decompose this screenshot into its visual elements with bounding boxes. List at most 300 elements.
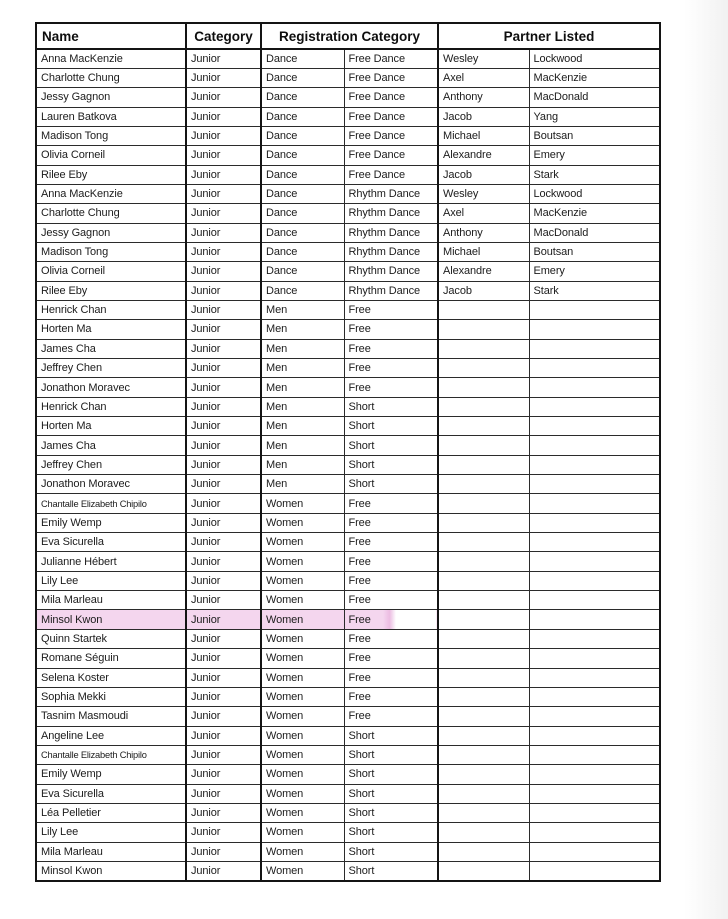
cell-partner-last xyxy=(529,320,660,339)
cell-partner-first: Axel xyxy=(438,68,529,87)
cell-reg1: Men xyxy=(261,436,344,455)
cell-reg1: Dance xyxy=(261,223,344,242)
table-row xyxy=(36,436,660,455)
cell-name: Horten Ma xyxy=(36,417,186,436)
cell-partner-first xyxy=(438,378,529,397)
cell-partner-first: Anthony xyxy=(438,223,529,242)
cell-partner-first xyxy=(438,649,529,668)
cell-reg1: Women xyxy=(261,571,344,590)
cell-reg2: Short xyxy=(344,765,438,784)
cell-reg1: Women xyxy=(261,687,344,706)
cell-category: Junior xyxy=(186,629,261,648)
cell-partner-last: MacKenzie xyxy=(529,68,660,87)
header-partner-listed: Partner Listed xyxy=(438,23,660,49)
cell-reg2: Short xyxy=(344,861,438,880)
cell-partner-first xyxy=(438,687,529,706)
cell-category: Junior xyxy=(186,320,261,339)
cell-name: Minsol Kwon xyxy=(36,861,186,880)
cell-category: Junior xyxy=(186,707,261,726)
cell-reg2: Free xyxy=(344,687,438,706)
cell-reg2: Free xyxy=(344,320,438,339)
cell-partner-last xyxy=(529,378,660,397)
cell-category: Junior xyxy=(186,803,261,822)
table-row xyxy=(36,378,660,397)
header-category: Category xyxy=(186,23,261,49)
cell-category: Junior xyxy=(186,223,261,242)
cell-reg2: Short xyxy=(344,842,438,861)
cell-partner-first xyxy=(438,571,529,590)
cell-category: Junior xyxy=(186,436,261,455)
cell-partner-first: Wesley xyxy=(438,49,529,68)
cell-reg2: Short xyxy=(344,455,438,474)
table-row xyxy=(36,320,660,339)
cell-name: Rilee Eby xyxy=(36,281,186,300)
cell-name: Olivia Corneil xyxy=(36,146,186,165)
cell-reg2: Short xyxy=(344,823,438,842)
cell-name: Charlotte Chung xyxy=(36,204,186,223)
cell-partner-first xyxy=(438,784,529,803)
cell-partner-last xyxy=(529,861,660,880)
table-row xyxy=(36,146,660,165)
cell-partner-first: Michael xyxy=(438,242,529,261)
cell-partner-last xyxy=(529,726,660,745)
table-row xyxy=(36,184,660,203)
cell-name: Sophia Mekki xyxy=(36,687,186,706)
table-row xyxy=(36,68,660,87)
cell-partner-first xyxy=(438,726,529,745)
cell-reg2: Short xyxy=(344,397,438,416)
cell-partner-last xyxy=(529,533,660,552)
cell-partner-last xyxy=(529,784,660,803)
cell-name: Angeline Lee xyxy=(36,726,186,745)
cell-reg2: Free Dance xyxy=(344,49,438,68)
cell-reg2: Short xyxy=(344,784,438,803)
cell-reg1: Women xyxy=(261,745,344,764)
cell-partner-first: Michael xyxy=(438,126,529,145)
cell-reg2: Free Dance xyxy=(344,68,438,87)
cell-reg2: Free xyxy=(344,359,438,378)
cell-name: James Cha xyxy=(36,436,186,455)
table-row xyxy=(36,668,660,687)
cell-category: Junior xyxy=(186,494,261,513)
cell-partner-last: Emery xyxy=(529,146,660,165)
cell-partner-first xyxy=(438,475,529,494)
cell-partner-last xyxy=(529,397,660,416)
table-row xyxy=(36,765,660,784)
cell-reg2: Rhythm Dance xyxy=(344,184,438,203)
cell-partner-first xyxy=(438,339,529,358)
cell-partner-first xyxy=(438,629,529,648)
cell-name: Olivia Corneil xyxy=(36,262,186,281)
cell-reg2: Free Dance xyxy=(344,126,438,145)
cell-name: Lily Lee xyxy=(36,571,186,590)
cell-reg2: Free xyxy=(344,513,438,532)
cell-name: Jonathon Moravec xyxy=(36,475,186,494)
cell-partner-first xyxy=(438,823,529,842)
cell-name: Emily Wemp xyxy=(36,765,186,784)
cell-name: Anna MacKenzie xyxy=(36,49,186,68)
cell-name: Jeffrey Chen xyxy=(36,359,186,378)
cell-partner-last xyxy=(529,591,660,610)
cell-reg1: Women xyxy=(261,649,344,668)
cell-name: Eva Sicurella xyxy=(36,784,186,803)
cell-category: Junior xyxy=(186,784,261,803)
cell-reg1: Women xyxy=(261,784,344,803)
table-row xyxy=(36,455,660,474)
cell-reg1: Women xyxy=(261,803,344,822)
cell-partner-last: MacDonald xyxy=(529,223,660,242)
cell-category: Junior xyxy=(186,146,261,165)
cell-reg1: Men xyxy=(261,378,344,397)
table-row xyxy=(36,107,660,126)
cell-reg2: Free Dance xyxy=(344,165,438,184)
table-row xyxy=(36,494,660,513)
cell-reg2: Short xyxy=(344,436,438,455)
cell-partner-last xyxy=(529,745,660,764)
cell-category: Junior xyxy=(186,533,261,552)
cell-category: Junior xyxy=(186,649,261,668)
cell-partner-last: Lockwood xyxy=(529,49,660,68)
cell-partner-last xyxy=(529,803,660,822)
cell-name: James Cha xyxy=(36,339,186,358)
cell-category: Junior xyxy=(186,610,261,629)
cell-reg1: Dance xyxy=(261,262,344,281)
cell-reg2: Free xyxy=(344,629,438,648)
cell-partner-first: Jacob xyxy=(438,107,529,126)
cell-name: Minsol Kwon xyxy=(36,610,186,629)
cell-partner-last: MacDonald xyxy=(529,88,660,107)
table-row xyxy=(36,784,660,803)
cell-category: Junior xyxy=(186,455,261,474)
cell-reg1: Men xyxy=(261,417,344,436)
table-row xyxy=(36,339,660,358)
table-row xyxy=(36,687,660,706)
cell-name: Chantalle Elizabeth Chipilo xyxy=(36,494,186,513)
cell-partner-last xyxy=(529,513,660,532)
cell-reg2: Short xyxy=(344,475,438,494)
cell-partner-first: Anthony xyxy=(438,88,529,107)
cell-category: Junior xyxy=(186,184,261,203)
cell-category: Junior xyxy=(186,861,261,880)
cell-reg1: Dance xyxy=(261,126,344,145)
cell-category: Junior xyxy=(186,397,261,416)
cell-reg1: Dance xyxy=(261,242,344,261)
cell-partner-first xyxy=(438,765,529,784)
cell-reg2: Free Dance xyxy=(344,146,438,165)
header-name: Name xyxy=(36,23,186,49)
registration-table xyxy=(35,22,661,882)
cell-partner-first xyxy=(438,494,529,513)
cell-name: Chantalle Elizabeth Chipilo xyxy=(36,745,186,764)
cell-reg2: Rhythm Dance xyxy=(344,262,438,281)
cell-partner-last xyxy=(529,707,660,726)
table-row xyxy=(36,49,660,68)
cell-partner-first xyxy=(438,300,529,319)
cell-category: Junior xyxy=(186,359,261,378)
cell-partner-first xyxy=(438,861,529,880)
cell-category: Junior xyxy=(186,107,261,126)
cell-partner-last: Yang xyxy=(529,107,660,126)
cell-reg1: Dance xyxy=(261,281,344,300)
cell-name: Lauren Batkova xyxy=(36,107,186,126)
cell-reg2: Free xyxy=(344,339,438,358)
cell-partner-last xyxy=(529,359,660,378)
table-row xyxy=(36,610,660,629)
cell-reg1: Dance xyxy=(261,49,344,68)
cell-category: Junior xyxy=(186,745,261,764)
cell-category: Junior xyxy=(186,68,261,87)
cell-category: Junior xyxy=(186,165,261,184)
cell-name: Madison Tong xyxy=(36,242,186,261)
cell-reg1: Men xyxy=(261,359,344,378)
cell-partner-last xyxy=(529,842,660,861)
cell-partner-first: Jacob xyxy=(438,281,529,300)
cell-reg2: Free xyxy=(344,552,438,571)
cell-name: Rilee Eby xyxy=(36,165,186,184)
cell-partner-first xyxy=(438,842,529,861)
cell-name: Selena Koster xyxy=(36,668,186,687)
cell-reg2: Rhythm Dance xyxy=(344,223,438,242)
cell-reg1: Women xyxy=(261,629,344,648)
cell-category: Junior xyxy=(186,823,261,842)
cell-reg1: Dance xyxy=(261,146,344,165)
cell-partner-last xyxy=(529,571,660,590)
cell-partner-last: Boutsan xyxy=(529,126,660,145)
cell-name: Jessy Gagnon xyxy=(36,223,186,242)
cell-partner-first xyxy=(438,803,529,822)
cell-partner-first xyxy=(438,436,529,455)
cell-partner-last xyxy=(529,475,660,494)
table-row xyxy=(36,88,660,107)
cell-category: Junior xyxy=(186,339,261,358)
cell-partner-last: Emery xyxy=(529,262,660,281)
table-row xyxy=(36,861,660,880)
cell-category: Junior xyxy=(186,571,261,590)
cell-reg1: Women xyxy=(261,707,344,726)
table-row xyxy=(36,533,660,552)
cell-partner-last xyxy=(529,436,660,455)
cell-partner-last: Stark xyxy=(529,165,660,184)
cell-partner-first xyxy=(438,707,529,726)
cell-reg1: Men xyxy=(261,455,344,474)
cell-reg1: Dance xyxy=(261,107,344,126)
cell-name: Emily Wemp xyxy=(36,513,186,532)
cell-name: Julianne Hébert xyxy=(36,552,186,571)
cell-name: Jeffrey Chen xyxy=(36,455,186,474)
cell-reg1: Men xyxy=(261,397,344,416)
cell-category: Junior xyxy=(186,262,261,281)
cell-partner-last: Lockwood xyxy=(529,184,660,203)
cell-partner-last xyxy=(529,300,660,319)
cell-reg1: Men xyxy=(261,339,344,358)
cell-name: Jessy Gagnon xyxy=(36,88,186,107)
cell-category: Junior xyxy=(186,417,261,436)
table-row xyxy=(36,475,660,494)
table-row xyxy=(36,126,660,145)
cell-partner-first xyxy=(438,533,529,552)
cell-reg1: Women xyxy=(261,494,344,513)
cell-reg1: Women xyxy=(261,668,344,687)
cell-partner-first xyxy=(438,745,529,764)
cell-partner-last xyxy=(529,494,660,513)
table-row xyxy=(36,726,660,745)
cell-reg2: Short xyxy=(344,745,438,764)
cell-reg2: Free Dance xyxy=(344,88,438,107)
table-row xyxy=(36,204,660,223)
table-row xyxy=(36,745,660,764)
cell-category: Junior xyxy=(186,668,261,687)
cell-partner-last xyxy=(529,649,660,668)
cell-category: Junior xyxy=(186,475,261,494)
cell-reg2: Free xyxy=(344,571,438,590)
table-row xyxy=(36,242,660,261)
cell-name: Mila Marleau xyxy=(36,591,186,610)
cell-reg1: Women xyxy=(261,533,344,552)
cell-category: Junior xyxy=(186,513,261,532)
cell-reg2: Free xyxy=(344,300,438,319)
cell-reg1: Dance xyxy=(261,165,344,184)
cell-reg1: Dance xyxy=(261,184,344,203)
table-row xyxy=(36,281,660,300)
cell-partner-last xyxy=(529,417,660,436)
cell-partner-first xyxy=(438,397,529,416)
cell-reg2: Short xyxy=(344,803,438,822)
table-row xyxy=(36,513,660,532)
cell-partner-first xyxy=(438,610,529,629)
cell-reg1: Men xyxy=(261,320,344,339)
cell-reg2: Short xyxy=(344,726,438,745)
cell-partner-last xyxy=(529,629,660,648)
cell-name: Mila Marleau xyxy=(36,842,186,861)
cell-partner-last: MacKenzie xyxy=(529,204,660,223)
cell-name: Lily Lee xyxy=(36,823,186,842)
cell-partner-last xyxy=(529,668,660,687)
table-row xyxy=(36,842,660,861)
cell-reg1: Dance xyxy=(261,204,344,223)
cell-partner-first: Jacob xyxy=(438,165,529,184)
cell-reg1: Women xyxy=(261,842,344,861)
cell-partner-first xyxy=(438,591,529,610)
cell-reg2: Free xyxy=(344,378,438,397)
cell-category: Junior xyxy=(186,726,261,745)
cell-name: Horten Ma xyxy=(36,320,186,339)
cell-category: Junior xyxy=(186,88,261,107)
table-row xyxy=(36,803,660,822)
table-row xyxy=(36,571,660,590)
cell-reg1: Women xyxy=(261,765,344,784)
cell-partner-first xyxy=(438,417,529,436)
cell-partner-last xyxy=(529,765,660,784)
cell-name: Henrick Chan xyxy=(36,397,186,416)
cell-partner-last xyxy=(529,687,660,706)
cell-name: Anna MacKenzie xyxy=(36,184,186,203)
cell-category: Junior xyxy=(186,842,261,861)
cell-partner-first: Axel xyxy=(438,204,529,223)
cell-reg1: Men xyxy=(261,300,344,319)
cell-partner-last: Stark xyxy=(529,281,660,300)
cell-category: Junior xyxy=(186,281,261,300)
cell-reg1: Women xyxy=(261,861,344,880)
cell-reg2: Free xyxy=(344,668,438,687)
table-row xyxy=(36,629,660,648)
cell-partner-last xyxy=(529,610,660,629)
cell-reg2: Free xyxy=(344,494,438,513)
cell-category: Junior xyxy=(186,49,261,68)
cell-reg2: Free xyxy=(344,591,438,610)
cell-name: Eva Sicurella xyxy=(36,533,186,552)
cell-partner-last xyxy=(529,823,660,842)
cell-reg2: Free xyxy=(344,533,438,552)
cell-partner-first xyxy=(438,668,529,687)
cell-reg2: Free xyxy=(344,707,438,726)
table-row xyxy=(36,397,660,416)
cell-reg1: Women xyxy=(261,552,344,571)
cell-partner-first: Alexandre xyxy=(438,262,529,281)
table-row xyxy=(36,300,660,319)
cell-category: Junior xyxy=(186,126,261,145)
table-row xyxy=(36,417,660,436)
cell-reg1: Women xyxy=(261,513,344,532)
cell-reg2: Free xyxy=(344,610,438,629)
table-body xyxy=(36,49,660,881)
cell-category: Junior xyxy=(186,765,261,784)
cell-reg1: Women xyxy=(261,726,344,745)
cell-reg2: Rhythm Dance xyxy=(344,242,438,261)
cell-name: Romane Séguin xyxy=(36,649,186,668)
table-row xyxy=(36,707,660,726)
cell-name: Charlotte Chung xyxy=(36,68,186,87)
cell-reg1: Dance xyxy=(261,88,344,107)
cell-partner-first xyxy=(438,513,529,532)
table-header-row xyxy=(36,23,660,49)
cell-category: Junior xyxy=(186,591,261,610)
cell-reg2: Short xyxy=(344,417,438,436)
cell-partner-first: Wesley xyxy=(438,184,529,203)
cell-partner-last xyxy=(529,455,660,474)
cell-reg2: Rhythm Dance xyxy=(344,204,438,223)
cell-reg2: Free xyxy=(344,649,438,668)
cell-partner-last: Boutsan xyxy=(529,242,660,261)
cell-reg1: Women xyxy=(261,610,344,629)
table-row xyxy=(36,649,660,668)
cell-name: Jonathon Moravec xyxy=(36,378,186,397)
cell-category: Junior xyxy=(186,242,261,261)
cell-reg2: Free Dance xyxy=(344,107,438,126)
cell-partner-first xyxy=(438,320,529,339)
cell-name: Quinn Startek xyxy=(36,629,186,648)
cell-partner-first xyxy=(438,359,529,378)
cell-category: Junior xyxy=(186,204,261,223)
cell-name: Henrick Chan xyxy=(36,300,186,319)
cell-category: Junior xyxy=(186,378,261,397)
table-row xyxy=(36,262,660,281)
table-row xyxy=(36,165,660,184)
table-row xyxy=(36,823,660,842)
cell-reg2: Rhythm Dance xyxy=(344,281,438,300)
cell-reg1: Dance xyxy=(261,68,344,87)
cell-partner-first xyxy=(438,552,529,571)
cell-name: Léa Pelletier xyxy=(36,803,186,822)
cell-name: Tasnim Masmoudi xyxy=(36,707,186,726)
cell-name: Madison Tong xyxy=(36,126,186,145)
table-row xyxy=(36,359,660,378)
cell-category: Junior xyxy=(186,552,261,571)
header-registration-category: Registration Category xyxy=(261,23,438,49)
table-row xyxy=(36,552,660,571)
cell-partner-last xyxy=(529,552,660,571)
cell-category: Junior xyxy=(186,687,261,706)
table-row xyxy=(36,591,660,610)
